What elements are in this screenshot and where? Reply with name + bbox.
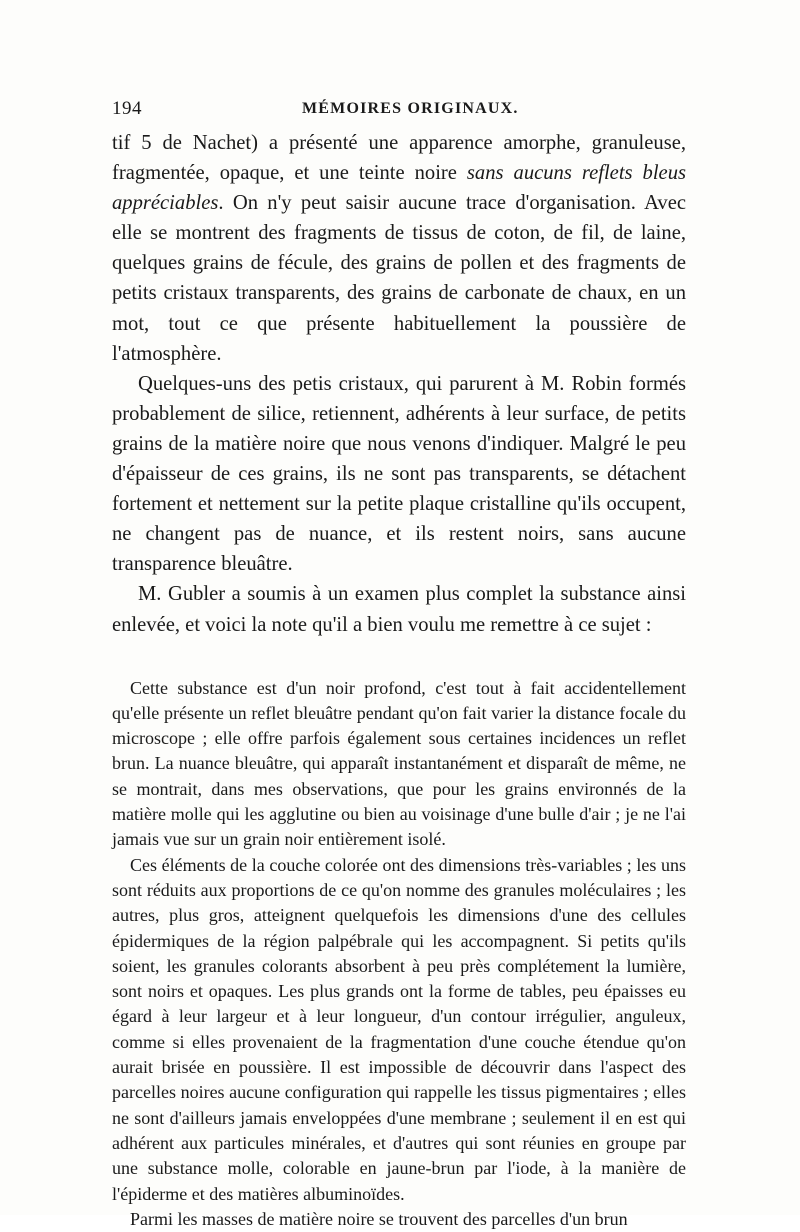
quoted-note — [112, 676, 686, 1232]
paragraph: M. Gubler a soumis à un examen plus complet la substance ainsi enlevée, et voici la note qu'il a bien voulu me remettre à ce sujet : — [112, 583, 686, 636]
running-head: MÉMOIRES ORIGINAUX. — [302, 100, 519, 117]
page-number: 194 — [112, 98, 142, 119]
paragraph: Quelques-uns des petis cristaux, qui parurent à M. Robin formés probablement de silice, retiennent, adhérents à leur surface, de petits grains de la matière noire que nous venons d'indiquer. Malgré le peu d'épaisseur de ces grains, ils ne sont pas transparents, se détachent fortement et nettement sur la petite plaque cristalline qu'ils occupent, ne changent pas de nuance, et ils restent noirs, sans aucune transparence bleuâtre. — [112, 372, 686, 576]
page-header — [112, 98, 686, 122]
main-text — [112, 128, 686, 640]
paragraph-text: . On n'y peut saisir aucune trace d'organisation. Avec elle se montrent des fragments de tissus de coton, de fil, de laine, quelques grains de fécule, des grains de pollen et des fragments de petits cristaux transparents, des grains de carbonate de chaux, en un mot, tout ce que présente habituellement la poussière de l'atmosphère. — [112, 192, 686, 365]
emphasized-phrase: sans aucuns reflets bleus appréciables — [112, 162, 687, 215]
note-paragraph: Cette substance est d'un noir profond, c'est tout à fait accidentellement qu'elle présente un reflet bleuâtre pendant qu'on fait varier la distance focale du microscope ; elle offre parfois également sous certaines incidences un reflet brun. La nuance bleuâtre, qui apparaît instantanément et disparaît de même, ne se montrait, dans mes observations, que pour les grains environnés de la matière molle qui les agglutine ou bien au voisinage d'une bulle d'air ; je ne l'ai jamais vue sur un grain noir entièrement isolé. — [112, 677, 686, 850]
note-paragraph: Parmi les masses de matière noire se trouvent des parcelles d'un brun — [130, 1208, 628, 1229]
page-body — [112, 128, 686, 1232]
note-paragraph: Ces éléments de la couche colorée ont des dimensions très-variables ; les uns sont réduits aux proportions de ce qu'on nomme des granules moléculaires ; les autres, plus gros, atteignent quelquefois les dimensions d'une des cellules épidermiques de la région palpébrale qui les accompagnent. Si petits qu'ils soient, les granules colorants absorbent à peu près complétement la lumière, sont noirs et opaques. Les plus grands ont la forme de tables, peu épaisses eu égard à leur largeur et à leur longueur, d'un contour irrégulier, anguleux, comme si elles provenaient de la fragmentation d'une couche étendue qu'on aurait brisée en poussière. Il est impossible de découvrir dans l'aspect des parcelles noires aucune configuration qui rappelle les tissus pigmentaires ; elles ne sont d'ailleurs jamais enveloppées d'une membrane ; seulement il en est qui adhérent aux particules minérales, et d'autres qui sont réunies en groupe par une substance molle, colorable en jaune-brun par l'iode, à la manière de l'épiderme et des matières albuminoïdes. — [112, 854, 686, 1204]
paragraph-continuation — [112, 128, 686, 369]
paragraph-text: tif 5 de Nachet) a présenté une apparence amorphe, granuleuse, fragmentée, opaque, et une teinte noire — [112, 132, 686, 185]
